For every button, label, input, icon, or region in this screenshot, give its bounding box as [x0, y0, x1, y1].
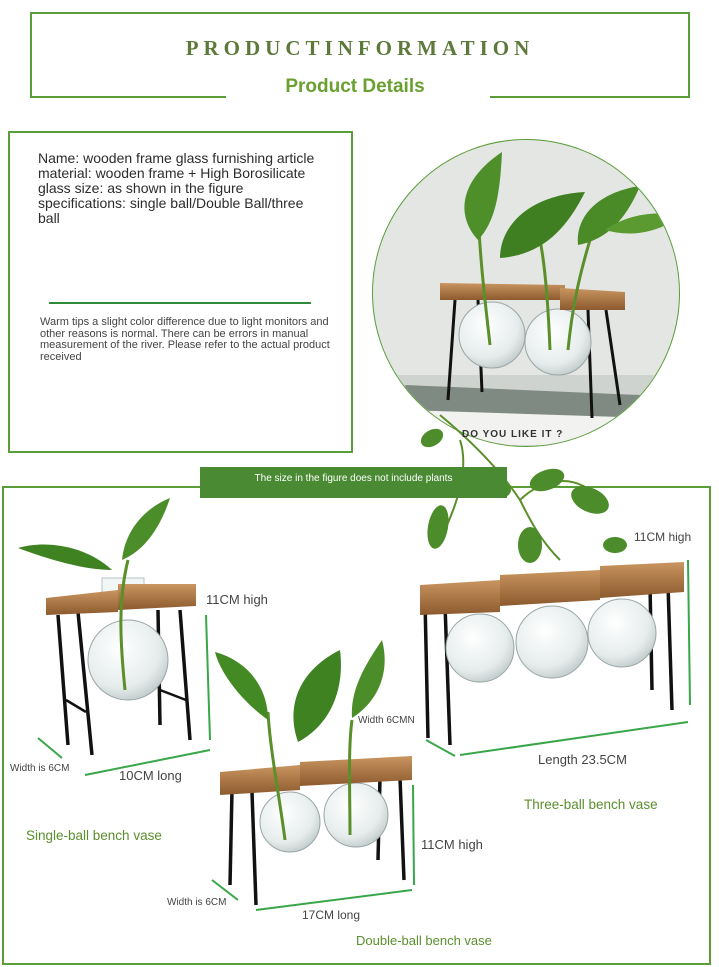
- product-info-text: Name: wooden frame glass furnishing article material: wooden frame + High Borosilicate glass size: as shown in the figure specifications: single ball/Double Ball/three ball: [38, 150, 315, 226]
- single-height-label: 11CM high: [206, 592, 268, 607]
- warm-tips-text: Warm tips a slight color difference due to light monitors and other reasons is normal. There can be errors in manual measurement of the river. Please refer to the actual product received: [40, 316, 330, 363]
- double-length-label: 17CM long: [302, 908, 361, 922]
- triple-width-label: Width 6CMN: [358, 715, 415, 726]
- double-height-label: 11CM high: [421, 837, 483, 852]
- dimension-lines: [38, 560, 690, 910]
- double-ball-stand: [215, 640, 412, 905]
- triple-length-label: Length 23.5CM: [538, 752, 627, 767]
- triple-caption: Three-ball bench vase: [524, 797, 658, 812]
- single-ball-stand: [18, 498, 196, 755]
- single-width-label: Width is 6CM: [10, 763, 70, 774]
- single-length-label: 10CM long: [119, 768, 182, 783]
- three-ball-stand: [420, 562, 684, 745]
- triple-height-label: 11CM high: [634, 530, 692, 544]
- product-photo: [370, 140, 690, 455]
- double-width-label: Width is 6CM: [167, 897, 227, 908]
- note-bar: The size in the figure does not include plants: [200, 467, 507, 498]
- book-label: DO YOU LIKE IT ?: [462, 429, 564, 440]
- double-caption: Double-ball bench vase: [356, 933, 492, 948]
- page-title: PRODUCTINFORMATION: [185, 36, 535, 60]
- single-caption: Single-ball bench vase: [26, 828, 162, 843]
- section-subtitle: Product Details: [285, 76, 425, 97]
